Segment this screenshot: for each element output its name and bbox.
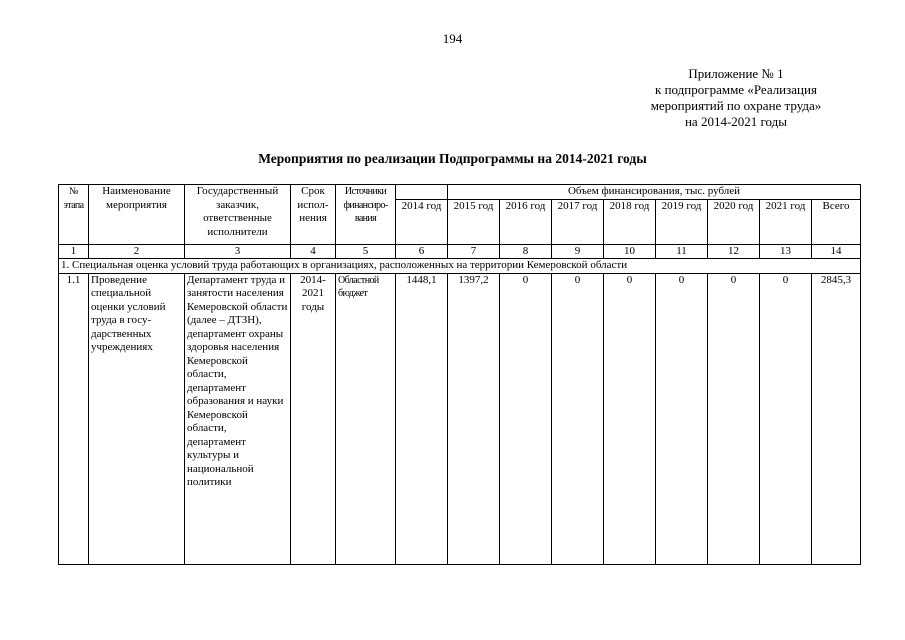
- header-year: 2018 год: [604, 199, 656, 244]
- funding-table: [58, 184, 861, 565]
- column-number: 2: [89, 244, 185, 259]
- section-row: [59, 259, 861, 274]
- column-number: 5: [336, 244, 396, 259]
- header-funding-group: Объем финансирования, тыс. рублей: [448, 185, 861, 200]
- header-blank: [396, 185, 448, 200]
- column-number: 1: [59, 244, 89, 259]
- column-number: 11: [656, 244, 708, 259]
- table-row: [59, 273, 861, 564]
- header-stage-no: № этапа: [59, 185, 89, 245]
- document-title: Мероприятия по реализации Подпрограммы на 2014-2021 годы: [258, 151, 647, 166]
- header-year: 2021 год: [760, 199, 812, 244]
- cell-value: 0: [656, 273, 708, 564]
- cell-value: 0: [552, 273, 604, 564]
- column-number: 4: [291, 244, 336, 259]
- cell-value: 0: [708, 273, 760, 564]
- header-year: 2016 год: [500, 199, 552, 244]
- cell-stage: 1.1: [59, 273, 89, 564]
- header-customer: Государственный заказчик, ответственные исполнители: [185, 185, 291, 245]
- header-event-name: Наименование мероприятия: [89, 185, 185, 245]
- cell-value: 0: [760, 273, 812, 564]
- header-year: 2020 год: [708, 199, 760, 244]
- header-row: [59, 185, 861, 200]
- page-number: 194: [442, 31, 463, 46]
- cell-value: 1397,2: [448, 273, 500, 564]
- cell-value: 0: [604, 273, 656, 564]
- cell-value: 1448,1: [396, 273, 448, 564]
- cell-total: 2845,3: [812, 273, 861, 564]
- cell-customer: Департамент труда и занятости населения Кемеровской области (далее – ДТЗН), департамент охраны здоровья населения Кемеровской области, департамент образования и науки Кемеровской области, департамент культуры и национальной политики: [185, 273, 291, 564]
- column-number: 10: [604, 244, 656, 259]
- cell-source: Областной бюджет: [336, 273, 396, 564]
- section-title: 1. Специальная оценка условий труда работающих в организациях, расположенных на территории Кемеровской области: [59, 259, 861, 274]
- header-year: 2019 год: [656, 199, 708, 244]
- appendix-line-4: на 2014-2021 годы: [684, 114, 788, 129]
- header-year: 2017 год: [552, 199, 604, 244]
- appendix-line-2: к подпрограмме «Реализация: [655, 82, 817, 97]
- header-sources: Источники финансиро-вания: [336, 185, 396, 245]
- cell-event-name: Проведение специальной оценки условий труда в госу-дарственных учреждениях: [89, 273, 185, 564]
- column-number: 9: [552, 244, 604, 259]
- appendix-line-1: Приложение № 1: [688, 66, 784, 81]
- column-number: 3: [185, 244, 291, 259]
- appendix-line-3: мероприятий по охране труда»: [650, 98, 822, 113]
- column-number: 6: [396, 244, 448, 259]
- appendix-note: [600, 66, 872, 130]
- header-total: Всего: [812, 199, 861, 244]
- column-number: 14: [812, 244, 861, 259]
- header-year: 2014 год: [396, 199, 448, 244]
- header-year: 2015 год: [448, 199, 500, 244]
- column-number: 12: [708, 244, 760, 259]
- cell-term: 2014-2021 годы: [291, 273, 336, 564]
- column-numbers-row: [59, 244, 861, 259]
- column-number: 13: [760, 244, 812, 259]
- column-number: 8: [500, 244, 552, 259]
- column-number: 7: [448, 244, 500, 259]
- cell-value: 0: [500, 273, 552, 564]
- header-term: Срок испол-нения: [291, 185, 336, 245]
